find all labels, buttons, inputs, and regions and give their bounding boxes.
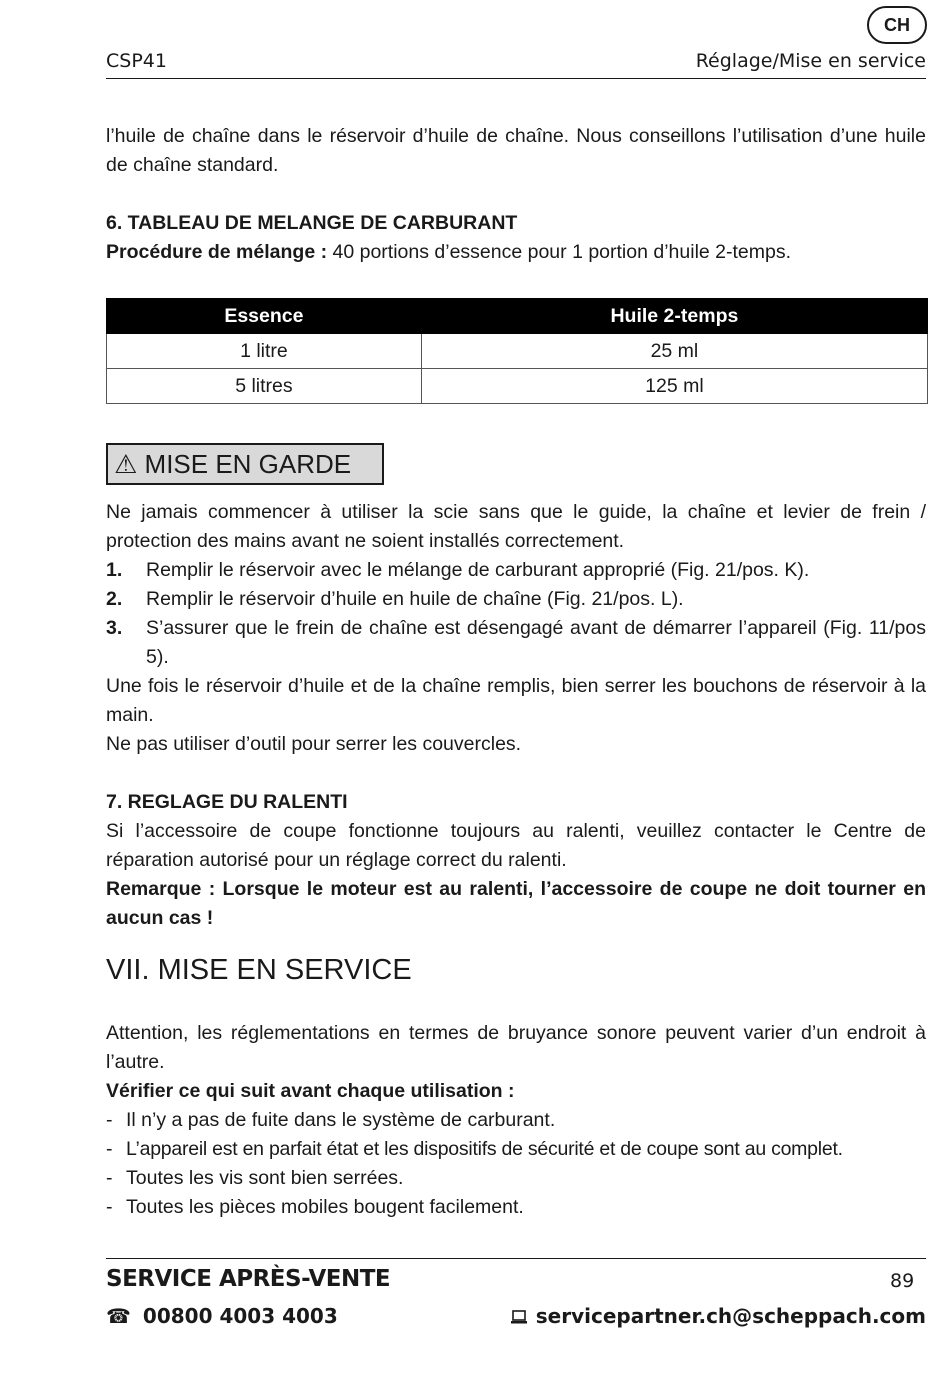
warning-text: Ne jamais commencer à utiliser la scie sans que le guide, la chaîne et levier de frein / protection des mains avant ne soient installés correctement.	[106, 501, 926, 552]
no-tool-text: Ne pas utiliser d’outil pour serrer les couvercles.	[106, 733, 522, 755]
table-cell: 5 litres	[107, 369, 422, 404]
service-heading: VII. MISE EN SERVICE	[106, 954, 412, 986]
check-label: Vérifier ce qui suit avant chaque utilisation :	[106, 1080, 515, 1102]
fuel-mix-table	[106, 298, 928, 404]
idle-section	[106, 788, 926, 933]
page-number: 89	[890, 1270, 915, 1292]
list-item: - Toutes les pièces mobiles bougent facilement.	[106, 1196, 524, 1218]
footer-phone	[106, 1304, 338, 1328]
intro-paragraph: l’huile de chaîne dans le réservoir d’huile de chaîne. Nous conseillons l’utilisation d’une huile de chaîne standard.	[106, 125, 926, 176]
warning-title: MISE EN GARDE	[144, 449, 352, 479]
fuel-table-heading: 6. TABLEAU DE MELANGE DE CARBURANT	[106, 212, 518, 234]
after-steps-text: Une fois le réservoir d’huile et de la chaîne remplis, bien serrer les bouchons de réservoir à la main.	[106, 675, 926, 726]
table-cell: 1 litre	[107, 334, 422, 369]
list-item	[106, 614, 926, 672]
warning-content	[106, 498, 926, 759]
phone-icon: ☎	[106, 1304, 131, 1328]
table-row	[107, 369, 928, 404]
list-item	[106, 556, 926, 585]
phone-number: 00800 4003 4003	[142, 1304, 338, 1328]
mixing-procedure	[106, 238, 926, 267]
procedure-label: Procédure de mélange :	[106, 241, 328, 263]
table-cell: 25 ml	[421, 334, 927, 369]
footer-title: SERVICE APRÈS-VENTE	[106, 1266, 391, 1292]
step-text: Remplir le réservoir d’huile en huile de chaîne (Fig. 21/pos. L).	[146, 588, 684, 610]
model-name: CSP41	[106, 50, 167, 72]
header-divider	[106, 78, 926, 79]
step-number: 3.	[106, 617, 123, 639]
warning-triangle-icon: ⚠	[114, 449, 138, 479]
list-item: - Il n’y a pas de fuite dans le système de carburant.	[106, 1109, 556, 1131]
service-text: Attention, les réglementations en termes de bruyance sonore peuvent varier d’un endroit à l’autre.	[106, 1022, 926, 1073]
idle-remark: Remarque : Lorsque le moteur est au ralenti, l’accessoire de coupe ne doit tourner en aucun cas !	[106, 878, 926, 929]
check-text: Toutes les pièces mobiles bougent facilement.	[126, 1196, 524, 1218]
step-number: 2.	[106, 588, 123, 610]
header-essence: Essence	[107, 299, 422, 334]
list-item: - Toutes les vis sont bien serrées.	[106, 1167, 404, 1189]
check-text: L’appareil est en parfait état et les dispositifs de sécurité et de coupe sont au complet.	[126, 1138, 843, 1160]
warning-box	[106, 443, 384, 485]
step-text: S’assurer que le frein de chaîne est désengagé avant de démarrer l’appareil (Fig. 11/pos 5).	[146, 617, 926, 668]
check-text: Toutes les vis sont bien serrées.	[126, 1167, 404, 1189]
email-address[interactable]: servicepartner.ch@scheppach.com	[535, 1304, 926, 1328]
table-header-row	[107, 299, 928, 334]
laptop-icon	[510, 1306, 528, 1322]
section-title: Réglage/Mise en service	[695, 50, 926, 72]
footer-divider	[106, 1258, 926, 1259]
service-content	[106, 1019, 926, 1222]
list-item	[106, 585, 926, 614]
step-text: Remplir le réservoir avec le mélange de carburant approprié (Fig. 21/pos. K).	[146, 559, 810, 581]
list-item: - L’appareil est en parfait état et les dispositifs de sécurité et de coupe sont au complet.	[106, 1138, 843, 1160]
check-text: Il n’y a pas de fuite dans le système de carburant.	[126, 1109, 556, 1131]
table-row	[107, 334, 928, 369]
step-number: 1.	[106, 559, 123, 581]
procedure-text: 40 portions d’essence pour 1 portion d’huile 2-temps.	[327, 241, 792, 263]
table-cell: 125 ml	[421, 369, 927, 404]
country-badge: CH	[867, 6, 927, 44]
footer-email	[510, 1304, 926, 1328]
idle-text: Si l’accessoire de coupe fonctionne toujours au ralenti, veuillez contacter le Centre de réparation autorisé pour un réglage correct du ralenti.	[106, 820, 926, 871]
idle-heading: 7. REGLAGE DU RALENTI	[106, 791, 348, 813]
header-oil: Huile 2-temps	[421, 299, 927, 334]
